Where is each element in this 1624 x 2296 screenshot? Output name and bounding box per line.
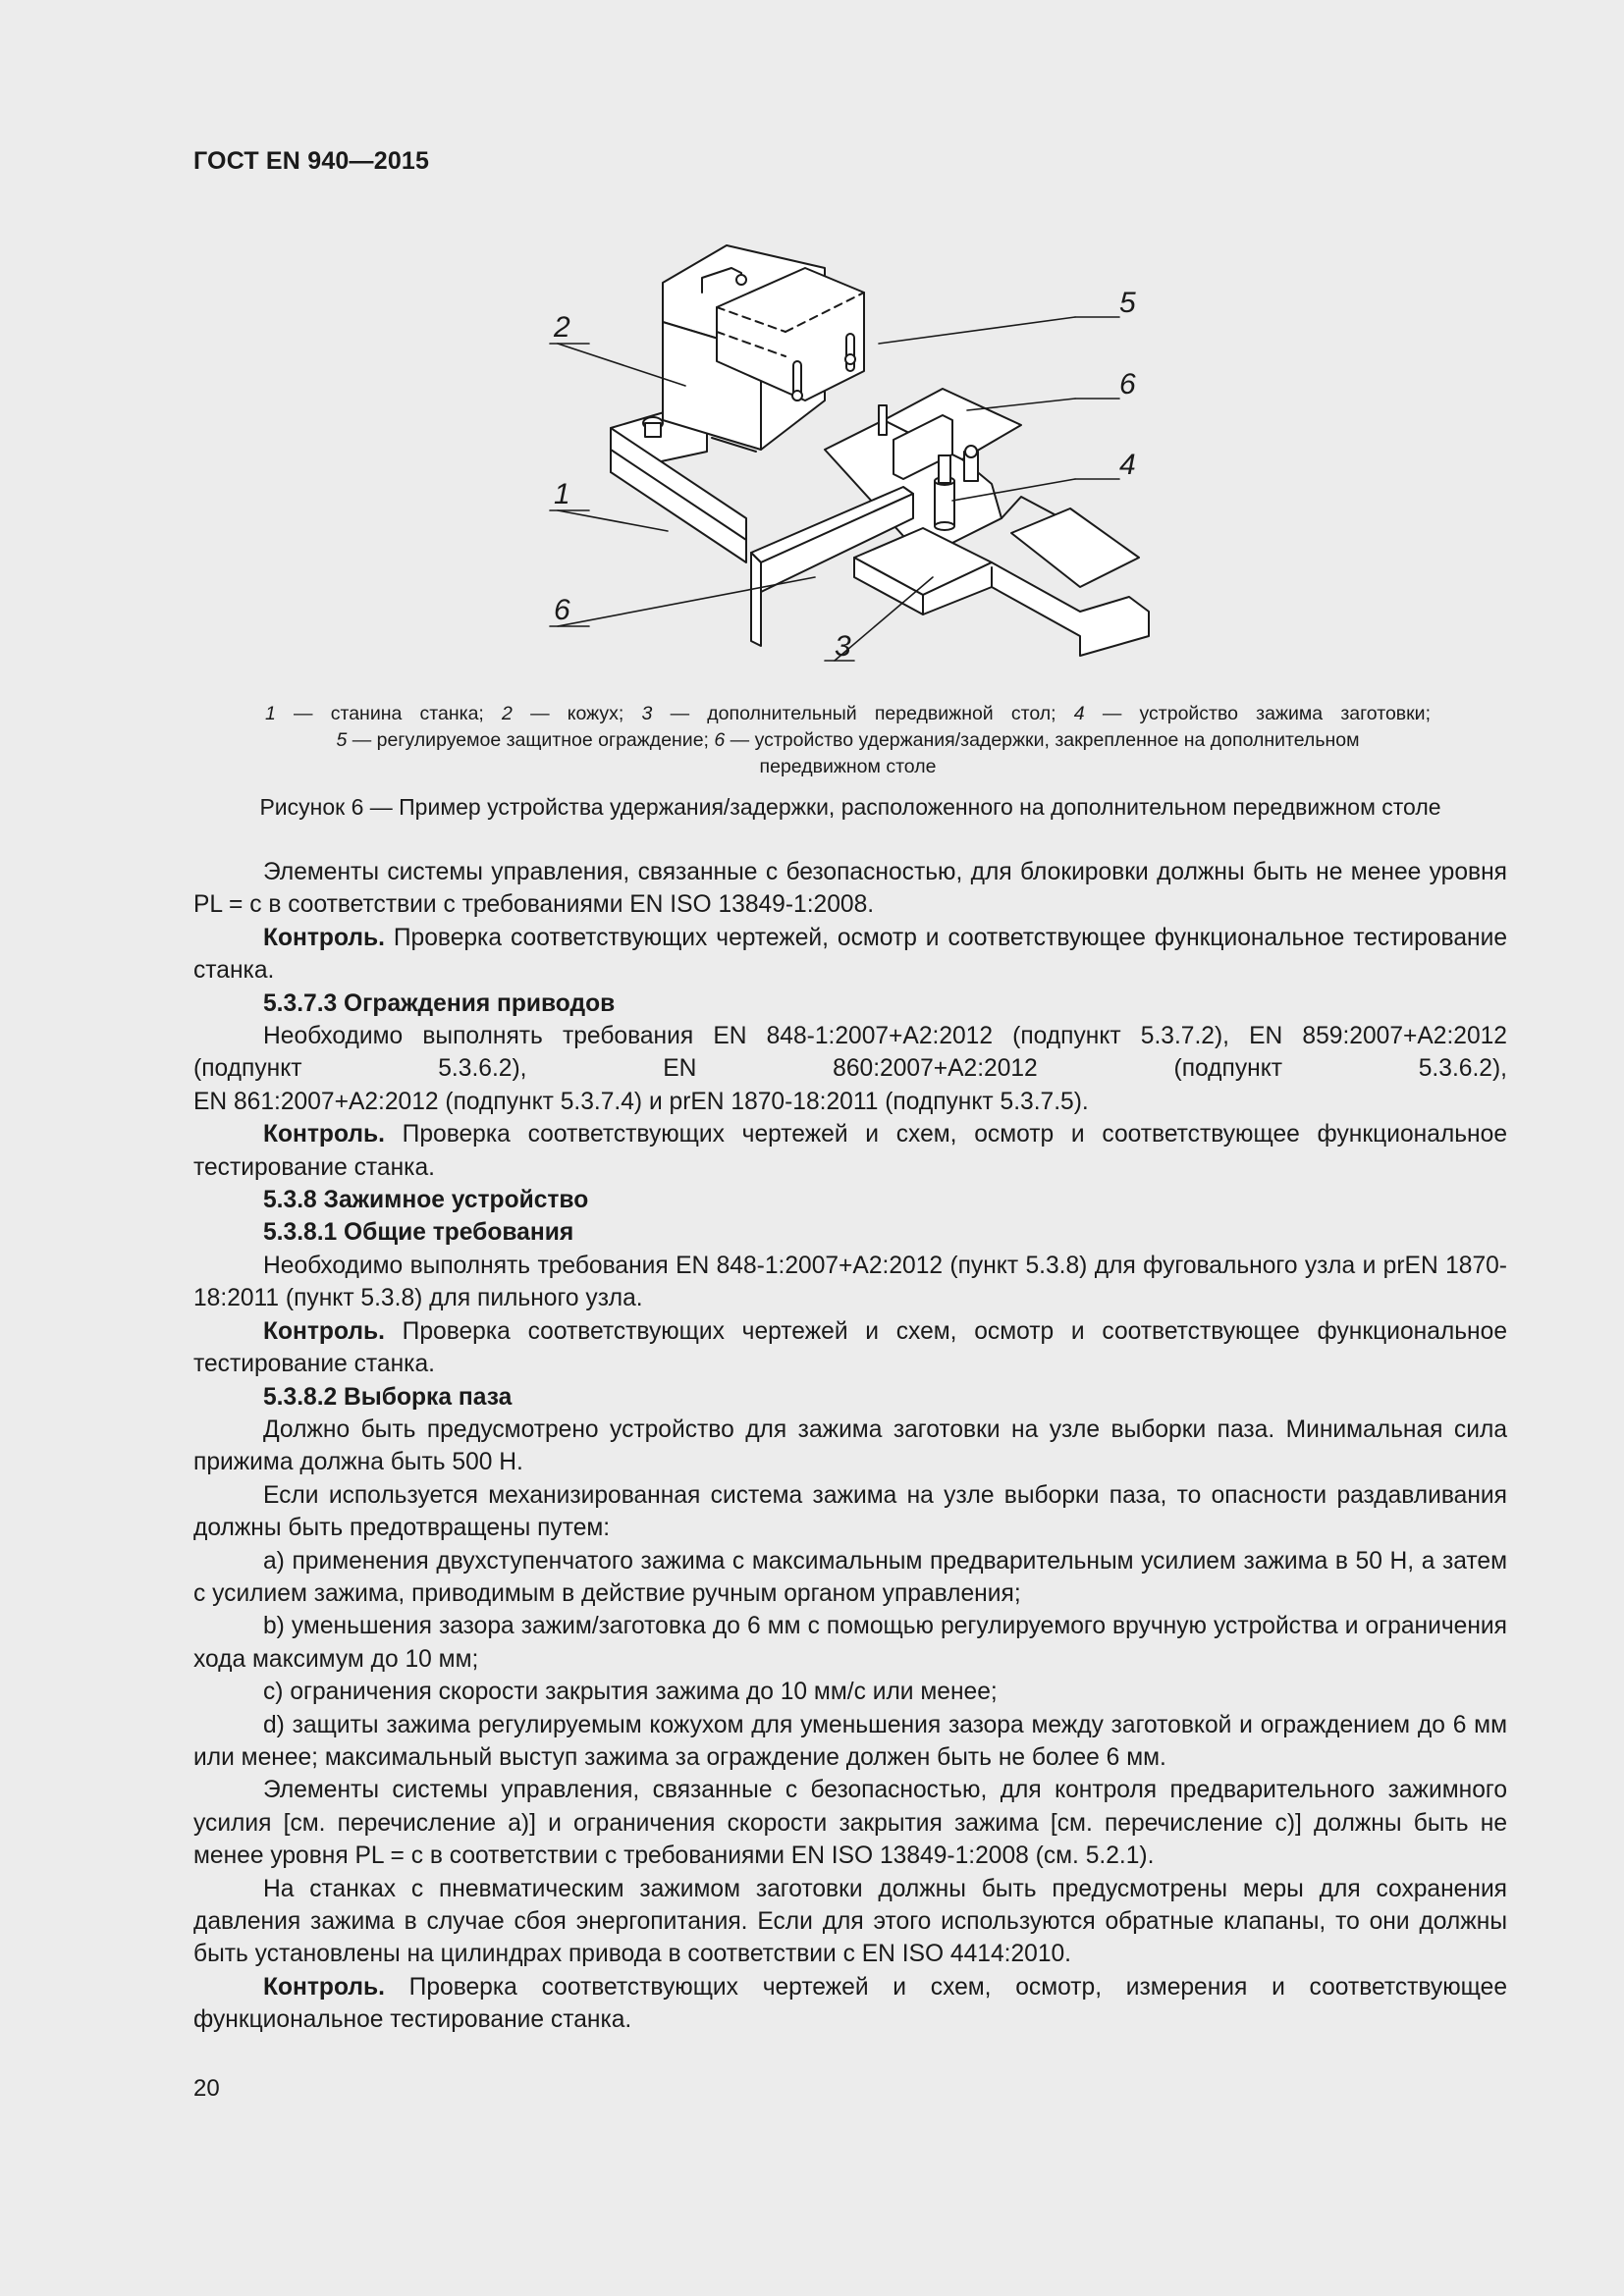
paragraph-control: Контроль. Проверка соответствующих чертежей и схем, осмотр и соответствующее функциональное тестирование станка.	[193, 1317, 1507, 1378]
section-heading: 5.3.8.2 Выборка паза	[263, 1383, 513, 1411]
legend-line-2: 5 — регулируемое защитное ограждение; 6 — устройство удержания/задержки, закрепленное на дополнительном	[336, 729, 1360, 751]
paragraph: На станках с пневматическим зажимом заготовки должны быть предусмотрены меры для сохранения давления зажима в случае сбоя энергопитания. Если для этого используются обратные клапаны, то они должны быть установлены на цилиндрах привода в соответствии с EN ISO 4414:2010.	[193, 1875, 1507, 1968]
document-body	[193, 856, 1507, 2037]
paragraph-control: Контроль. Проверка соответствующих чертежей и схем, осмотр и соответствующее функциональное тестирование станка.	[193, 1121, 1507, 1181]
section-heading: 5.3.7.3 Ограждения приводов	[263, 989, 616, 1017]
bed-knob	[643, 417, 663, 437]
list-item-b: b) уменьшения зазора зажим/заготовка до 6 мм с помощью регулируемого вручную устройства и ограничения хода максимум до 10 мм;	[193, 1613, 1507, 1673]
figure-6-drawing	[530, 224, 1159, 685]
figure-caption: Рисунок 6 — Пример устройства удержания/задержки, расположенного на дополнительном передвижном столе	[259, 794, 1441, 820]
section-heading: 5.3.8 Зажимное устройство	[263, 1187, 589, 1214]
paragraph: Необходимо выполнять требования EN 848-1:2007+A2:2012 (подпункт 5.3.7.2), EN 859:2007+A2:2012 (подпункт 5.3.6.2), EN 860:2007+A2:2012 (подпункт 5.3.6.2),	[193, 1023, 1507, 1083]
list-item-a: a) применения двухступенчатого зажима с максимальным предварительным усилием зажима в 50 Н, а затем с усилием зажима, приводимым в действие ручным органом управления;	[193, 1547, 1507, 1607]
callout-2: 2	[554, 311, 570, 344]
paragraph: Элементы системы управления, связанные с безопасностью, для блокировки должны быть не менее уровня PL = c в соответствии с требованиями EN ISO 13849-1:2008.	[193, 859, 1507, 919]
page-number: 20	[193, 2075, 220, 2102]
control-label: Контроль.	[263, 1317, 385, 1345]
control-label: Контроль.	[263, 1121, 385, 1148]
standard-header: ГОСТ EN 940—2015	[193, 147, 430, 175]
callout-3: 3	[835, 630, 851, 663]
callout-6-upper: 6	[1119, 368, 1136, 400]
paragraph-control: Контроль. Проверка соответствующих чертежей, осмотр и соответствующее функциональное тестирование станка.	[193, 924, 1507, 985]
callout-6-lower: 6	[554, 594, 570, 626]
paragraph: Элементы системы управления, связанные с безопасностью, для контроля предварительного зажимного усилия [см. перечисление a)] и ограничения скорости закрытия зажима [см. перечисление c)] должны быть не менее уровня PL = c в соответствии с требованиями EN ISO 13849-1:2008 (см. 5.2.1).	[193, 1777, 1507, 1870]
control-label: Контроль.	[263, 1973, 385, 2001]
paragraph-continuation: EN 861:2007+A2:2012 (подпункт 5.3.7.4) и prEN 1870-18:2011 (подпункт 5.3.7.5).	[193, 1088, 1089, 1115]
list-item-c: c) ограничения скорости закрытия зажима до 10 мм/с или менее;	[263, 1679, 998, 1706]
paragraph-control: Контроль. Проверка соответствующих чертежей и схем, осмотр, измерения и соответствующее функциональное тестирование станка.	[193, 1973, 1507, 2034]
callout-4: 4	[1119, 449, 1136, 481]
list-item-d: d) защиты зажима регулируемым кожухом для уменьшения зазора между заготовкой и ограждением до 6 мм или менее; максимальный выступ зажима за ограждение должен быть не более 6 мм.	[193, 1711, 1507, 1771]
callout-1: 1	[554, 478, 570, 510]
figure-legend	[265, 701, 1431, 780]
control-label: Контроль.	[263, 924, 385, 951]
paragraph: Должно быть предусмотрено устройство для зажима заготовки на узле выборки паза. Минимальная сила прижима должна быть 500 Н.	[193, 1415, 1507, 1476]
legend-line-3: передвижном столе	[759, 756, 937, 777]
paragraph: Если используется механизированная система зажима на узле выборки паза, то опасности раздавливания должны быть предотвращены путем:	[193, 1481, 1507, 1542]
legend-line-1: 1 — станина станка; 2 — кожух; 3 — дополнительный передвижной стол; 4 — устройство зажима заготовки;	[265, 703, 1431, 724]
section-heading: 5.3.8.1 Общие требования	[263, 1219, 574, 1247]
callout-5: 5	[1119, 287, 1136, 319]
paragraph: Необходимо выполнять требования EN 848-1:2007+A2:2012 (пункт 5.3.8) для фуговального узла и prEN 1870-18:2011 (пункт 5.3.8) для пильного узла.	[193, 1252, 1507, 1312]
